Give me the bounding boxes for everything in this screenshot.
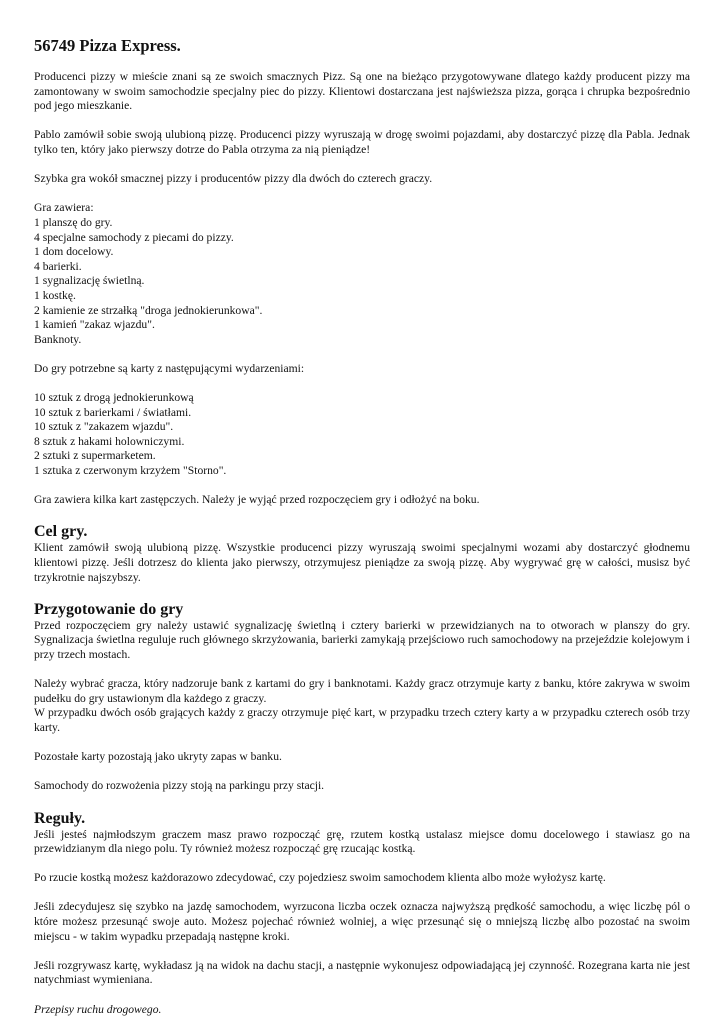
contents-item: 4 specjalne samochody z piecami do pizzy. bbox=[34, 230, 234, 244]
cards-item: 8 sztuk z hakami holowniczymi. bbox=[34, 434, 185, 448]
contents-item: 1 kostkę. bbox=[34, 288, 76, 302]
intro-paragraph-2: Pablo zamówił sobie swoją ulubioną pizzę. Producenci pizzy wyruszają w drogę swoimi pojazdami, aby dostarczyć pizzę dla Pabla. Jednak tylko ten, który jako pierwszy dotrze do Pabla otrzyma za nią pieniądze! bbox=[34, 128, 690, 156]
setup-paragraph-1: Przed rozpoczęciem gry należy ustawić sygnalizację świetlną i cztery barierki w przewidzianych na to otworach w planszy do gry. Sygnalizacja świetlna reguluje ruch głównego skrzyżowania, barierki zamykają przejściowo ruch samochodowy na przejeździe kolejowym i przy trzech mostach. bbox=[34, 618, 690, 661]
spare-cards-note: Gra zawiera kilka kart zastępczych. Należy je wyjąć przed rozpoczęciem gry i odłożyć na boku. bbox=[34, 493, 480, 507]
goal-text: Klient zamówił swoją ulubioną pizzę. Wszystkie producenci pizzy wyruszają swoimi specjalnymi wozami aby dostarczyć głodnemu klientowi pizzę. Jeśli dotrzesz do klienta jako pierwszy, otrzymujesz pieniądze za swoją pizzę. Aby wygrywać grę w całości, musisz być trzykrotnie najszybszy. bbox=[34, 541, 690, 584]
rules-heading: Reguły. bbox=[34, 809, 86, 827]
cards-intro: Do gry potrzebne są karty z następującymi wydarzeniami: bbox=[34, 361, 305, 375]
cards-item: 10 sztuk z drogą jednokierunkową bbox=[34, 391, 194, 405]
rules-paragraph-1: Jeśli jesteś najmłodszym graczem masz prawo rozpocząć grę, rzutem kostką ustalasz miejsce domu docelowego i stawiasz go na przewidzianym dla niego polu. Ty również możesz rozpocząć grę rzucając kostką. bbox=[34, 827, 690, 856]
contents-item: 4 barierki. bbox=[34, 259, 82, 273]
rules-paragraph-2: Po rzucie kostką możesz każdorazowo zdecydować, czy pojedziesz swoim samochodem klienta albo może wyłożysz kartę. bbox=[34, 871, 606, 885]
contents-item: 1 sygnalizację świetlną. bbox=[34, 274, 145, 288]
goal-heading: Cel gry. bbox=[34, 523, 88, 541]
contents-item: 1 dom docelowy. bbox=[34, 245, 114, 259]
setup-paragraph-4: Samochody do rozwożenia pizzy stoją na parkingu przy stacji. bbox=[34, 779, 325, 793]
setup-paragraph-2b: W przypadku dwóch osób grających każdy z graczy otrzymuje pięć kart, w przypadku trzech cztery karty a w przypadku czterech osób trzy karty. bbox=[34, 706, 690, 734]
contents-item: Banknoty. bbox=[34, 332, 82, 346]
cards-item: 2 sztuki z supermarketem. bbox=[34, 449, 156, 463]
intro-paragraph-3: Szybka gra wokół smacznej pizzy i producentów pizzy dla dwóch do czterech graczy. bbox=[34, 172, 433, 186]
setup-heading: Przygotowanie do gry bbox=[34, 600, 184, 618]
document-title: 56749 Pizza Express. bbox=[34, 36, 181, 55]
cards-item: 10 sztuk z "zakazem wjazdu". bbox=[34, 420, 174, 434]
contents-list bbox=[34, 201, 690, 347]
rules-paragraph-3: Jeśli zdecydujesz się szybko na jazdę samochodem, wyrzucona liczba oczek oznacza najwyższą prędkość samochodu, a więc liczbę pól o które możesz przesunąć swoje auto. Możesz pojechać również wolniej, a więc przesunąć się o mniejszą liczbę albo pozostać na swoim miejscu - w takim wypadku przepadają następne kroki. bbox=[34, 900, 690, 943]
traffic-rules-label: Przepisy ruchu drogowego. bbox=[34, 1002, 162, 1016]
contents-item: 2 kamienie ze strzałką "droga jednokierunkowa". bbox=[34, 303, 263, 317]
contents-item: 1 planszę do gry. bbox=[34, 215, 113, 229]
setup-paragraph-2 bbox=[34, 677, 690, 735]
contents-heading: Gra zawiera: bbox=[34, 201, 94, 215]
cards-list bbox=[34, 391, 690, 479]
setup-paragraph-2a: Należy wybrać gracza, który nadzoruje bank z kartami do gry i banknotami. Każdy gracz otrzymuje karty z banku, które zakrywa w swoim pudełku do gry ustawionym dla każdego z graczy. bbox=[34, 677, 690, 705]
traffic-rules-subheading bbox=[34, 1003, 690, 1018]
rules-paragraph-4: Jeśli rozgrywasz kartę, wykładasz ją na widok na dachu stacji, a następnie wykonujesz odpowiadającą jej czynność. Rozegrana karta nie jest natychmiast wymieniana. bbox=[34, 958, 690, 987]
intro-paragraph-1: Producenci pizzy w mieście znani są ze swoich smacznych Pizz. Są one na bieżąco przygotowywane dlatego każdy producent pizzy ma zamontowany w swoim samochodzie specjalny piec do pizzy. Klientowi dostarczana jest najświeższa pizza, gorąca i chrupka bezpośrednio pod jego mieszkanie. bbox=[34, 70, 690, 113]
setup-paragraph-3: Pozostałe karty pozostają jako ukryty zapas w banku. bbox=[34, 750, 282, 764]
cards-item: 10 sztuk z barierkami / światłami. bbox=[34, 405, 192, 419]
contents-item: 1 kamień "zakaz wjazdu". bbox=[34, 318, 155, 332]
cards-item: 1 sztuka z czerwonym krzyżem "Storno". bbox=[34, 464, 227, 478]
